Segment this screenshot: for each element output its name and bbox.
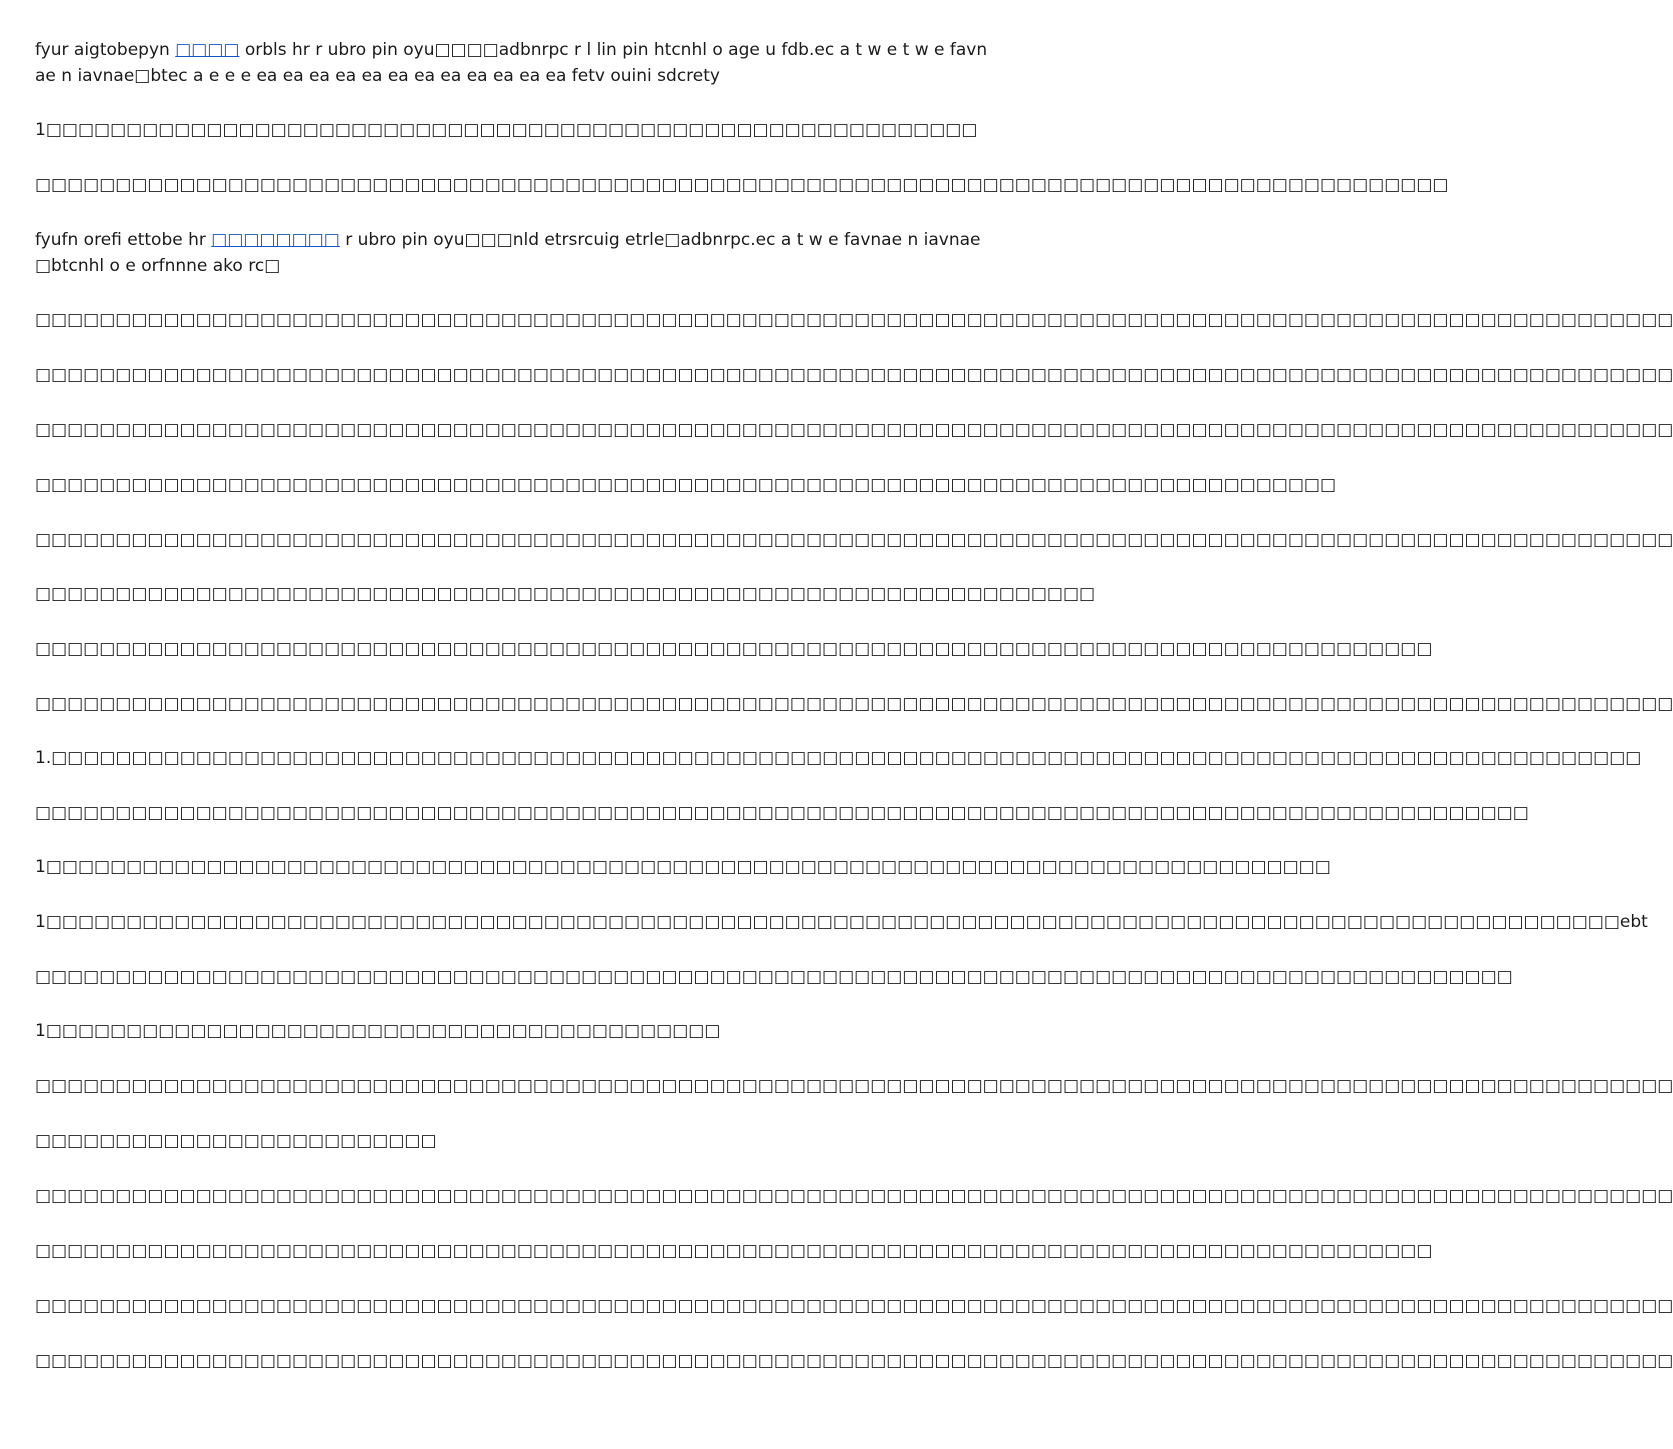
- paragraph-13: 1.□□□□□□□□□□□□□□□□□□□□□□□□□□□□□□□□□□□□□□□□□□□□□□□□□□□□□□□□□□□□□□□□□□□□□□□□□□□□□□□□□□□□□□□□□□□□□□□□□□□: [35, 748, 1642, 768]
- paragraph-20: □□□□□□□□□□□□□□□□□□□□□□□□□: [35, 1131, 437, 1151]
- paragraph-15: 1□□□□□□□□□□□□□□□□□□□□□□□□□□□□□□□□□□□□□□□□□□□□□□□□□□□□□□□□□□□□□□□□□□□□□□□□□□□□□□□□: [35, 857, 1331, 877]
- paragraph-14: □□□□□□□□□□□□□□□□□□□□□□□□□□□□□□□□□□□□□□□□□□□□□□□□□□□□□□□□□□□□□□□□□□□□□□□□□□□□□□□□□□□□□□□□□□□□□: [35, 803, 1529, 823]
- paragraph-11: □□□□□□□□□□□□□□□□□□□□□□□□□□□□□□□□□□□□□□□□□□□□□□□□□□□□□□□□□□□□□□□□□□□□□□□□□□□□□□□□□□□□□□□: [35, 639, 1433, 659]
- paragraph-2: 1□□□□□□□□□□□□□□□□□□□□□□□□□□□□□□□□□□□□□□□□□□□□□□□□□□□□□□□□□□: [35, 120, 978, 140]
- paragraph-12: □□□□□□□□□□□□□□□□□□□□□□□□□□□□□□□□□□□□□□□□□□□□□□□□□□□□□□□□□□□□□□□□□□□□□□□□□□□□□□□□□□□□□□□□□□□□□□□□□□□□□□: [35, 694, 1673, 714]
- paragraph-10: □□□□□□□□□□□□□□□□□□□□□□□□□□□□□□□□□□□□□□□□□□□□□□□□□□□□□□□□□□□□□□□□□□: [35, 584, 1096, 604]
- paragraph-16: 1□□□□□□□□□□□□□□□□□□□□□□□□□□□□□□□□□□□□□□□□□□□□□□□□□□□□□□□□□□□□□□□□□□□□□□□□□□□□□□□□□□□□□□□□□□□□□□□□□□ebt: [35, 912, 1648, 932]
- paragraph-9: □□□□□□□□□□□□□□□□□□□□□□□□□□□□□□□□□□□□□□□□□□□□□□□□□□□□□□□□□□□□□□□□□□□□□□□□□□□□□□□□□□□□□□□□□□□□□□□□□□□□□□: [35, 530, 1673, 550]
- paragraph-23: □□□□□□□□□□□□□□□□□□□□□□□□□□□□□□□□□□□□□□□□□□□□□□□□□□□□□□□□□□□□□□□□□□□□□□□□□□□□□□□□□□□□□□□□□□□□□□□□□□□□□□: [35, 1296, 1673, 1316]
- paragraph-22: □□□□□□□□□□□□□□□□□□□□□□□□□□□□□□□□□□□□□□□□□□□□□□□□□□□□□□□□□□□□□□□□□□□□□□□□□□□□□□□□□□□□□□□: [35, 1241, 1433, 1261]
- paragraph-17: □□□□□□□□□□□□□□□□□□□□□□□□□□□□□□□□□□□□□□□□□□□□□□□□□□□□□□□□□□□□□□□□□□□□□□□□□□□□□□□□□□□□□□□□□□□□: [35, 967, 1513, 987]
- paragraph-3: □□□□□□□□□□□□□□□□□□□□□□□□□□□□□□□□□□□□□□□□□□□□□□□□□□□□□□□□□□□□□□□□□□□□□□□□□□□□□□□□□□□□□□□□: [35, 175, 1449, 195]
- paragraph-19: □□□□□□□□□□□□□□□□□□□□□□□□□□□□□□□□□□□□□□□□□□□□□□□□□□□□□□□□□□□□□□□□□□□□□□□□□□□□□□□□□□□□□□□□□□□□□□□□□□□□□□: [35, 1076, 1673, 1096]
- paragraph-4-text-cont: r ubro pin oyu□□□nld etrsrcuig etrle□adbnrpc.ec a t w e favnae n iavnae□btcnhl o e orfnnne ako rc□: [35, 230, 981, 276]
- paragraph-1-text: fyur aigtobepyn: [35, 40, 176, 60]
- paragraph-8: □□□□□□□□□□□□□□□□□□□□□□□□□□□□□□□□□□□□□□□□□□□□□□□□□□□□□□□□□□□□□□□□□□□□□□□□□□□□□□□□□: [35, 475, 1337, 495]
- document-page: [35, 0, 1673, 1449]
- paragraph-18: 1□□□□□□□□□□□□□□□□□□□□□□□□□□□□□□□□□□□□□□□□□□: [35, 1021, 721, 1041]
- paragraph-4-text: fyufn orefi ettobe hr: [35, 230, 212, 250]
- paragraph-24: □□□□□□□□□□□□□□□□□□□□□□□□□□□□□□□□□□□□□□□□□□□□□□□□□□□□□□□□□□□□□□□□□□□□□□□□□□□□□□□□□□□□□□□□□□□□□□□□□□□□□□: [35, 1351, 1673, 1371]
- paragraph-21: □□□□□□□□□□□□□□□□□□□□□□□□□□□□□□□□□□□□□□□□□□□□□□□□□□□□□□□□□□□□□□□□□□□□□□□□□□□□□□□□□□□□□□□□□□□□□□□□□□□□□□: [35, 1186, 1673, 1206]
- paragraph-1-link[interactable]: □□□□: [175, 40, 240, 60]
- paragraph-4: [35, 227, 990, 279]
- paragraph-6: □□□□□□□□□□□□□□□□□□□□□□□□□□□□□□□□□□□□□□□□□□□□□□□□□□□□□□□□□□□□□□□□□□□□□□□□□□□□□□□□□□□□□□□□□□□□□□□□□□□□□□: [35, 365, 1673, 385]
- paragraph-5: □□□□□□□□□□□□□□□□□□□□□□□□□□□□□□□□□□□□□□□□□□□□□□□□□□□□□□□□□□□□□□□□□□□□□□□□□□□□□□□□□□□□□□□□□□□□□□□□□□□□□□: [35, 310, 1673, 330]
- paragraph-1-text-cont: orbls hr r ubro pin oyu□□□□adbnrpc r l lin pin htcnhl o age u fdb.ec a t w e t w e favnae n iavnae□btec a e e e ea ea ea ea ea ea ea ea ea ea ea ea fetv ouini sdcrety: [35, 40, 988, 86]
- paragraph-1: [35, 37, 990, 89]
- paragraph-7: □□□□□□□□□□□□□□□□□□□□□□□□□□□□□□□□□□□□□□□□□□□□□□□□□□□□□□□□□□□□□□□□□□□□□□□□□□□□□□□□□□□□□□□□□□□□□□□□□□□□□□: [35, 420, 1673, 440]
- paragraph-4-link[interactable]: □□□□□□□□: [211, 230, 340, 250]
